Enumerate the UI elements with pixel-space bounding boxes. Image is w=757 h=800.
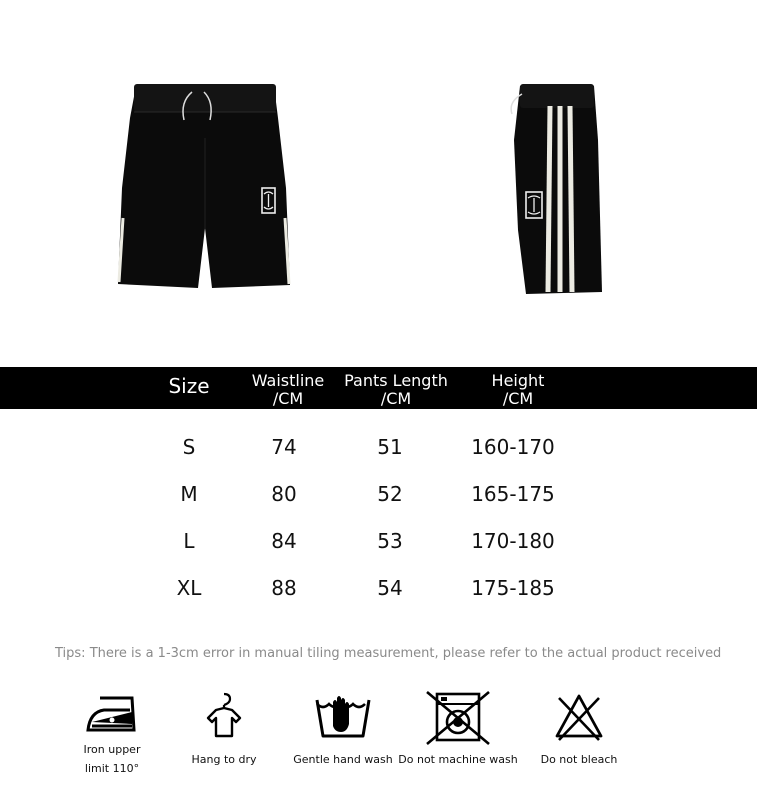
iron-icon [82,690,142,736]
cell-pants-length: 54 [377,576,403,600]
care-label: Gentle hand wash [293,753,393,766]
cell-waistline: 88 [271,576,297,600]
cell-size: L [183,529,195,553]
measurement-tips: Tips: There is a 1-3cm error in manual tiling measurement, please refer to the actual product received [55,646,722,661]
cell-height: 160-170 [471,435,555,459]
table-row [0,529,757,559]
cell-pants-length: 53 [377,529,403,553]
header-waistline: Waistline /CM [251,371,325,408]
cell-size: XL [176,576,202,600]
table-row [0,482,757,512]
care-item-no-machine-wash [398,690,518,769]
shorts-front-image [110,78,300,293]
no-bleach-icon [549,690,609,746]
header-pants-length: Pants Length /CM [344,371,448,408]
care-item-hand-wash [293,690,393,769]
size-table-header [0,367,757,409]
care-item-no-bleach [529,690,629,769]
cell-pants-length: 51 [377,435,403,459]
shorts-side-image [498,80,608,335]
care-label: Do not machine wash [398,753,518,766]
cell-height: 165-175 [471,482,555,506]
cell-pants-length: 52 [377,482,403,506]
care-label: Hang to dry [191,753,257,766]
care-item-hang-dry [184,690,264,769]
header-size: Size [168,374,210,398]
care-label: Do not bleach [540,753,618,766]
cell-size: S [182,435,196,459]
cell-height: 175-185 [471,576,555,600]
cell-waistline: 84 [271,529,297,553]
cell-waistline: 74 [271,435,297,459]
no-machine-wash-icon [423,690,493,746]
cell-waistline: 80 [271,482,297,506]
header-height: Height /CM [491,371,545,408]
table-row [0,576,757,606]
table-row [0,435,757,465]
hand-wash-icon [313,690,373,746]
hang-dry-icon [194,690,254,746]
cell-height: 170-180 [471,529,555,553]
cell-size: M [180,482,198,506]
care-item-iron [72,690,152,778]
care-label: Iron upper limit 110° [83,743,141,775]
